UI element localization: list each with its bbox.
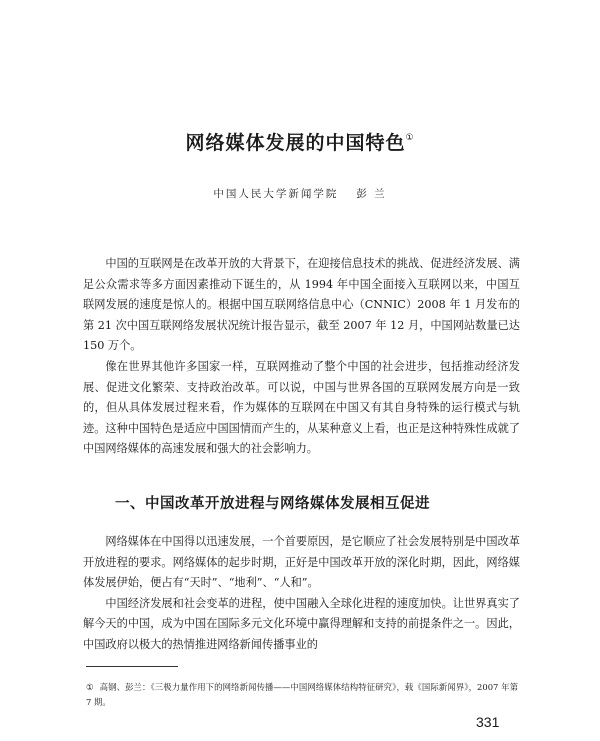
byline	[0, 186, 600, 201]
footnote-divider	[86, 666, 178, 667]
section-body	[83, 532, 520, 656]
article-title-text: 网络媒体发展的中国特色	[185, 132, 406, 154]
page-number: 331	[476, 714, 500, 730]
author-name: 彭 兰	[356, 188, 387, 200]
footnote-text: 高钢、彭兰：《三极力量作用下的网络新闻传播——中国网络媒体结构特征研究》，载《国际新闻界》，2007 年第 7 期。	[86, 682, 519, 707]
paragraph: 网络媒体在中国得以迅速发展，一个首要原因，是它顺应了社会发展特别是中国改革开放进程的要求。网络媒体的起步时期，正好是中国改革开放的深化时期，因此，网络媒体发展伊始，便占有“天时”、“地利”、“人和”。	[83, 535, 520, 590]
paragraph: 中国的互联网是在改革开放的大背景下，在迎接信息技术的挑战、促进经济发展、满足公众需求等多方面因素推动下诞生的，从 1994 年中国全面接入互联网以来，中国互联网发展的速度是惊人的。根据中国互联网络信息中心（CNNIC）2008 年 1 月发布的第 21 次中国互联网络发展状况统计报告显示，截至 2007 年 12 月，中国网站数量已达 150 万个。	[83, 257, 520, 353]
paragraph: 像在世界其他许多国家一样，互联网推动了整个中国的社会进步，包括推动经济发展、促进文化繁荣、支持政治改革。可以说，中国与世界各国的互联网发展方向是一致的，但从具体发展过程来看，作为媒体的互联网在中国又有其自身特殊的运行模式与轨迹。这种中国特色是适应中国国情而产生的，从某种意义上看，也正是这种特殊性成就了中国网络媒体的高速发展和强大的社会影响力。	[83, 359, 520, 456]
section-heading: 一、中国改革开放进程与网络媒体发展相互促进	[115, 496, 430, 512]
title-footnote-mark[interactable]: ①	[405, 133, 415, 143]
paragraph: 中国经济发展和社会变革的进程，使中国融入全球化进程的速度加快。让世界真实了解今天的中国，成为中国在国际多元文化环境中赢得理解和支持的前提条件之一。因此，中国政府以极大的热情推进网络新闻传播事业的	[83, 596, 520, 651]
footnote-mark: ①	[86, 682, 94, 692]
article-title	[0, 128, 600, 155]
intro-body	[83, 254, 520, 460]
author-affiliation: 中国人民大学新闻学院	[213, 188, 339, 200]
footnote	[86, 680, 518, 710]
